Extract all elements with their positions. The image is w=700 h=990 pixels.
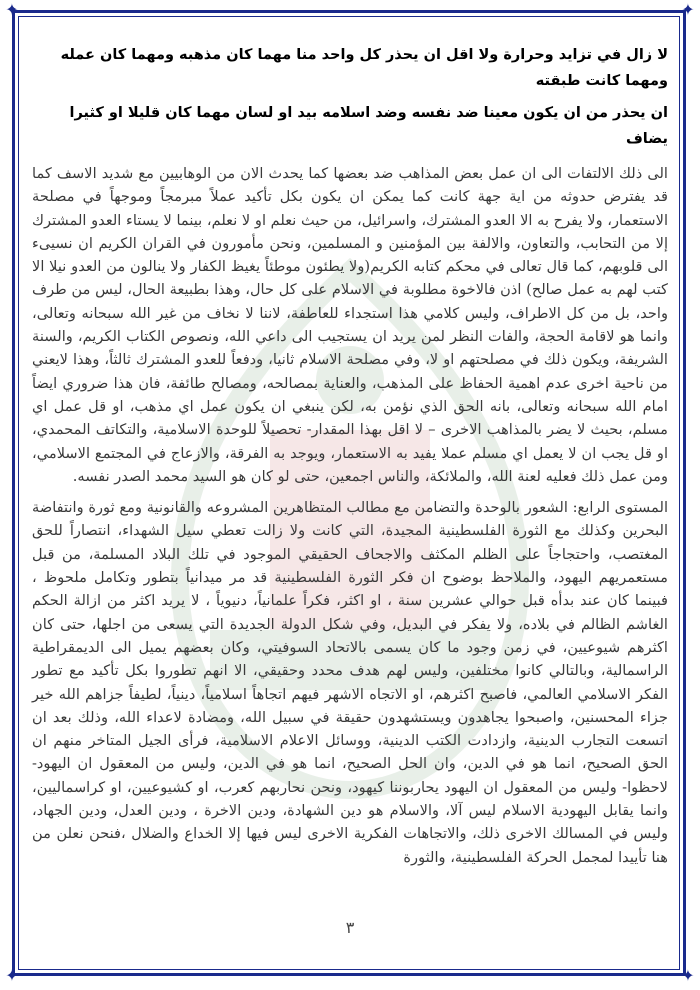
paragraph-1: الى ذلك الالتفات الى ان عمل بعض المذاهب ضد بعضها كما يحدث الان من الوهابيين مع شديد الاسف كما قد يفترض حدوثه من اية جهة كانت كما يمكن ان يكون بكل تأكيد عملاً مبرمجاً وموجهاً في مصلحة الاستعمار، ولا يفرح به الا العدو المشترك، واسرائيل، من حيث نعلم او لا نعلم، بينما لا يستاء العدو المشترك إلا من التحابب، والتعاون، والالفة بين المؤمنين و المسلمين، ونحن مأمورون في القران الكريم ان نسيىء الى قلوبهم، كما قال تعالى في محكم كتابه الكريم(ولا يطئون موطئاً يغيظ الكفار ولا ينالون من العدو نيلا الا كتب لهم به عمل صالح) اذن فالاخوة مطلوبة في الاسلام على كل حال، وهذا بطبيعة الحال، ليس من طرف واحد، بل من كل الاطراف، وليس كلامي هذا استجداء للعاطفة، لاننا لا نخاف من غير الله سبحانه وتعالى، وانما هو لاقامة الحجة، والفات النظر لمن يريد ان يستجيب الى داعي الله، ونصوص الكتاب الكريم، والسنة الشريفة، ويكون ذلك في مصلحتهم او لا، وفي مصلحة الاسلام ثانيا، ودفعاً للعدو المشترك ثالثاً، وهذا لايعني من ناحية اخرى عدم اهمية الحفاظ على المذهب، والعناية بمصالحه، ومصالح طائفة، فان هذا ضروري ايضاً امام الله سبحانه وتعالى، بانه الحق الذي نؤمن به، لكن ينبغي ان يكون عمل اي مذهب، او قل عمل اي مسلم، بحيث لا يضر بالمذاهب الاخرى – لا اقل بهذا المقدار- تحصيلاً للوحدة الاسلامية، والتكاتف المحمدي، او قل يجب ان لا يعمل اي مسلم عملا يفيد به الاستعمار، ويوجد به الفرقة، والازعاج في المجتمع الاسلامي، ومن عمل ذلك فعليه لعنة الله، والملائكة، والناس اجمعين، حتى لو كان هو السيد محمد الصدر نفسه. bbox=[32, 165, 668, 485]
intro-line-2: ان يحذر من ان يكون معينا ضد نفسه وضد اسلامه بيد او لسان مهما كان قليلا او كثيرا يضاف bbox=[69, 105, 668, 147]
corner-ornament-icon: ✦ bbox=[5, 0, 19, 19]
paragraph-2: المستوى الرابع: الشعور بالوحدة والتضامن مع مطالب المتظاهرين المشروعه والقانونية ومع ثورة وانتفاضة البحرين وكذلك مع الثورة الفلسطينية المجيدة، التي كانت ولا زالت تعطي سيل الشهداء، انتصاراً للحق المغتصب، واحتجاجاً على الظلم المكثف والاجحاف الحقيقي الموجود في تلك البلاد المسلمة، من قبل مستعمريهم اليهود، والملاحظ بوضوح ان فكر الثورة الفلسطينية قد مر ميدانياً بتطور وتكامل ملحوظ ، فبينما كان عند بدأه قبل حوالي عشرين سنة ، او اكثر، فكراً علمانياً، دنيوياً ، لا يريد اكثر من ازالة الحكم الغاشم الظالم في بلاده، ولا يفكر في البديل، وفي شكل الدولة الجديدة التي يسعى من اجلها، حتى كان اكثرهم شيوعيين، في زمن وجود ما كان يسمى بالاتحاد السوفيتي، وكان بعضهم يميل الى الديمقراطية الراسمالية، وبالتالي كانوا مختلفين، وليس لهم هدف محدد وحقيقي، الا انهم تطوروا بكل تأكيد مع تطور الفكر الاسلامي العالمي، فاصبح اكثرهم، او الاتجاه الاشهر فيهم اتجاهاً اسلامياً، دينياً، لطيفاً جزاهم الله خير جزاء المحسنين، واصبحوا يجاهدون ويستشهدون حقيقة في سبيل الله، ومضادة لاعداء الله، وذلك بعد ان اتسعت التجارب الدينية، وازدادت الكتب الدينية، ووسائل الاعلام الاسلامية، فرأى الجيل المتاخر منهم ان الحق الصحيح، انما هو في الدين، وان الحل الصحيح، انما هو في الدين، وليس من المعقول ان اليهود- لاحظوا- وليس من المعقول ان اليهود يحاربوننا كيهود، ونحن نحاربهم كعرب، او كشيوعيين، او كراسماليين، وانما يقابل اليهودية الاسلام ليس آلا، والاسلام هو دين الشهادة، ودين الاخرة ، ودين العدل، ودين الجهاد، وليس في المسالك الاخرى ذلك، والاتجاهات الفكرية الاخرى ليس فيها إلا الخداع والضلال ،فنحن نعلن من هنا تأييدا لمجمل الحركة الفلسطينية، والثورة bbox=[32, 499, 668, 866]
corner-ornament-icon: ✦ bbox=[681, 966, 695, 985]
intro-line-1: لا زال في تزايد وحرارة ولا اقل ان يحذر كل واحد منا مهما كان مذهبه ومهما كان عمله ومهما كانت طبقته bbox=[60, 47, 668, 89]
corner-ornament-icon: ✦ bbox=[5, 966, 19, 985]
corner-ornament-icon: ✦ bbox=[681, 0, 695, 19]
document-body bbox=[32, 42, 668, 877]
page-number: ٣ bbox=[345, 918, 355, 937]
